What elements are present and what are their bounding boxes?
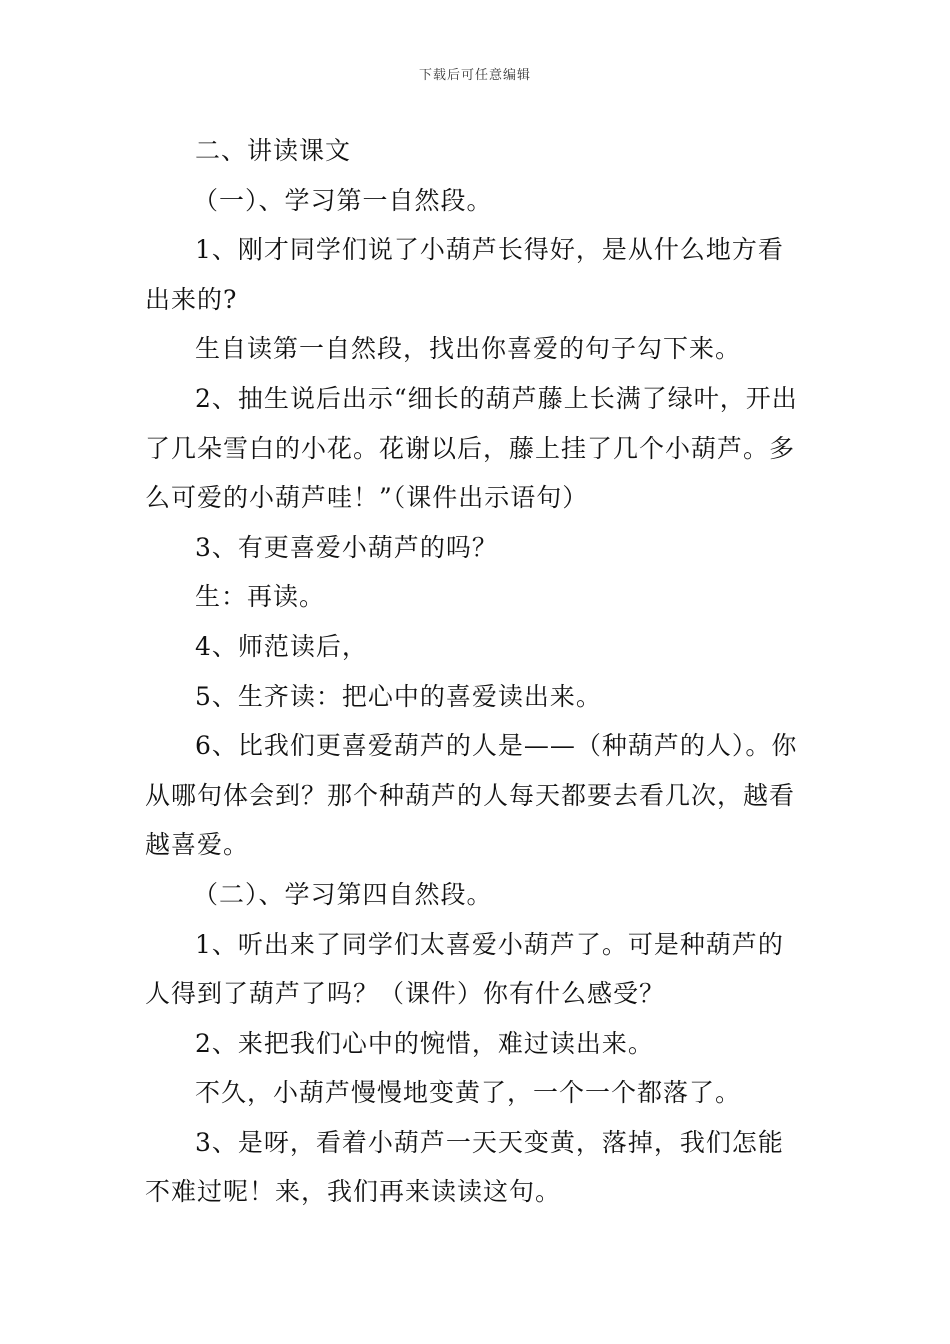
paragraph: 不久，小葫芦慢慢地变黄了，一个一个都落了。: [195, 1078, 742, 1108]
paragraph: 5、生齐读：把心中的喜爱读出来。: [195, 681, 602, 711]
paragraph: 生：再读。: [195, 582, 326, 612]
paragraph: 4、师范读后，: [195, 631, 368, 661]
page-header: 下载后可任意编辑: [418, 68, 531, 83]
paragraph: 2、来把我们心中的惋惜，难过读出来。: [195, 1028, 654, 1058]
paragraph: 1、刚才同学们说了小葫芦长得好，是从什么地方看出来的?: [145, 235, 784, 314]
document-body: [145, 126, 807, 1217]
paragraph: 2、抽生说后出示“细长的葫芦藤上长满了绿叶，开出了几朵雪白的小花。花谢以后，藤上挂了几个小葫芦。多么可爱的小葫芦哇！”（课件出示语句）: [145, 383, 798, 513]
subsection-heading: （一）、学习第一自然段。: [193, 185, 493, 215]
paragraph: 3、是呀，看着小葫芦一天天变黄，落掉，我们怎能不难过呢！来，我们再来读读这句。: [145, 1127, 784, 1207]
paragraph: 1、听出来了同学们太喜爱小葫芦了。可是种葫芦的人得到了葫芦了吗？（课件）你有什么感受？: [145, 929, 784, 1009]
paragraph: 生自读第一自然段，找出你喜爱的句子勾下来。: [195, 334, 742, 364]
paragraph: 3、有更喜爱小葫芦的吗？: [195, 532, 498, 562]
paragraph: 6、比我们更喜爱葫芦的人是——（种葫芦的人）。你从哪句体会到？那个种葫芦的人每天都要去看几次，越看越喜爱。: [145, 731, 798, 860]
subsection-heading: （二）、学习第四自然段。: [193, 879, 493, 909]
section-heading: 二、讲读课文: [195, 136, 352, 165]
